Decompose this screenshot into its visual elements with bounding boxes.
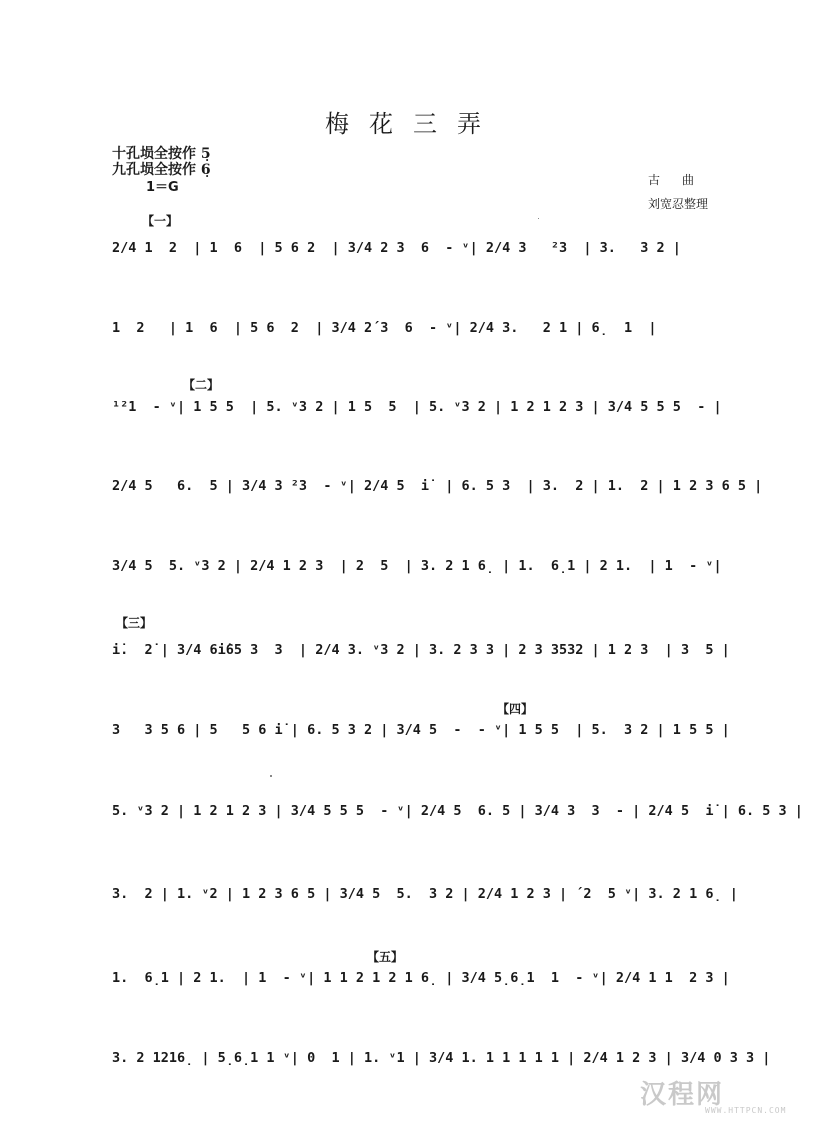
score-line-4: 2/4 5 6. 5 | 3/4 3 ²3 - ᵛ| 2/4 5 i̇ | 6. 5 3 | 3. 2 | 1. 2 | 1 2 3 6 5 | bbox=[112, 478, 763, 494]
fingering-notes bbox=[112, 146, 211, 195]
attribution bbox=[648, 168, 716, 216]
section-label-5: 【五】 bbox=[367, 950, 404, 964]
score-line-7: 3 3 5 6 | 5 5 6 i̇ | 6. 5 3 2 | 3/4 5 - - ᵛ| 1 5 5 | 5. 3 2 | 1 5 5 | bbox=[112, 722, 730, 738]
watermark-logo: 汉程网 bbox=[640, 1080, 725, 1110]
score-line-1: 2/4 1 2 | 1 6 | 5 6 2 | 3/4 2 3 6 - ᵛ| 2/4 3 ²3 | 3. 3 2 | bbox=[112, 240, 681, 256]
score-line-2: 1 2 | 1 6 | 5 6 2 | 3/4 2´3 6 - ᵛ| 2/4 3. 2 1 | 6̣ 1 | bbox=[112, 320, 657, 336]
arranger-label: 刘宽忍整理 bbox=[648, 197, 709, 211]
fingering-line-1: 十孔埙全按作 5̣ bbox=[112, 146, 211, 162]
section-label-1: 【一】 bbox=[142, 214, 179, 228]
score-line-9: 3. 2 | 1. ᵛ2 | 1 2 3 6 5 | 3/4 5 5. 3 2 | 2/4 1 2 3 | ´2 5 ᵛ| 3. 2 1 6̣ | bbox=[112, 886, 738, 902]
score-line-11: 3. 2 1216̣ | 5̣6̣1 1 ᵛ| 0 1 | 1. ᵛ1 | 3/4 1. 1 1 1 1 1 | 2/4 1 2 3 | 3/4 0 3 3 | bbox=[112, 1050, 771, 1066]
score-line-8: 5. ᵛ3 2 | 1 2 1 2 3 | 3/4 5 5 5 - ᵛ| 2/4 5 6. 5 | 3/4 3 3 - | 2/4 5 i̇ | 6. 5 3 | bbox=[112, 803, 803, 819]
scan-speck bbox=[538, 218, 539, 219]
watermark-url: WWW.HTTPCN.COM bbox=[705, 1106, 787, 1115]
score-line-10: 1. 6̣1 | 2 1. | 1 - ᵛ| 1 1 2 1 2 1 6̣ | 3/4 5̣6̣1 1 - ᵛ| 2/4 1 1 2 3 | bbox=[112, 970, 730, 986]
score-line-3: ¹²1 - ᵛ| 1 5 5 | 5. ᵛ3 2 | 1 5 5 | 5. ᵛ3 2 | 1 2 1 2 3 | 3/4 5 5 5 - | bbox=[112, 399, 722, 415]
score-line-6: i̇. 2̇ | 3/4 6i̇65 3 3 | 2/4 3. ᵛ3 2 | 3. 2 3 3 | 2 3 3532 | 1 2 3 | 3 5 | bbox=[112, 642, 730, 658]
key-signature: 1＝G bbox=[146, 180, 179, 195]
scan-speck bbox=[270, 775, 272, 777]
fingering-line-2: 九孔埙全按作 6̣ bbox=[112, 162, 211, 178]
section-label-4: 【四】 bbox=[497, 702, 534, 716]
genre-label: 古曲 bbox=[648, 173, 717, 187]
page-title: 梅花三弄 bbox=[325, 110, 501, 138]
section-label-2: 【二】 bbox=[183, 378, 220, 392]
score-line-5: 3/4 5 5. ᵛ3 2 | 2/4 1 2 3 | 2 5 | 3. 2 1 6̣ | 1. 6̣1 | 2 1. | 1 - ᵛ| bbox=[112, 558, 722, 574]
section-label-3: 【三】 bbox=[116, 616, 153, 630]
